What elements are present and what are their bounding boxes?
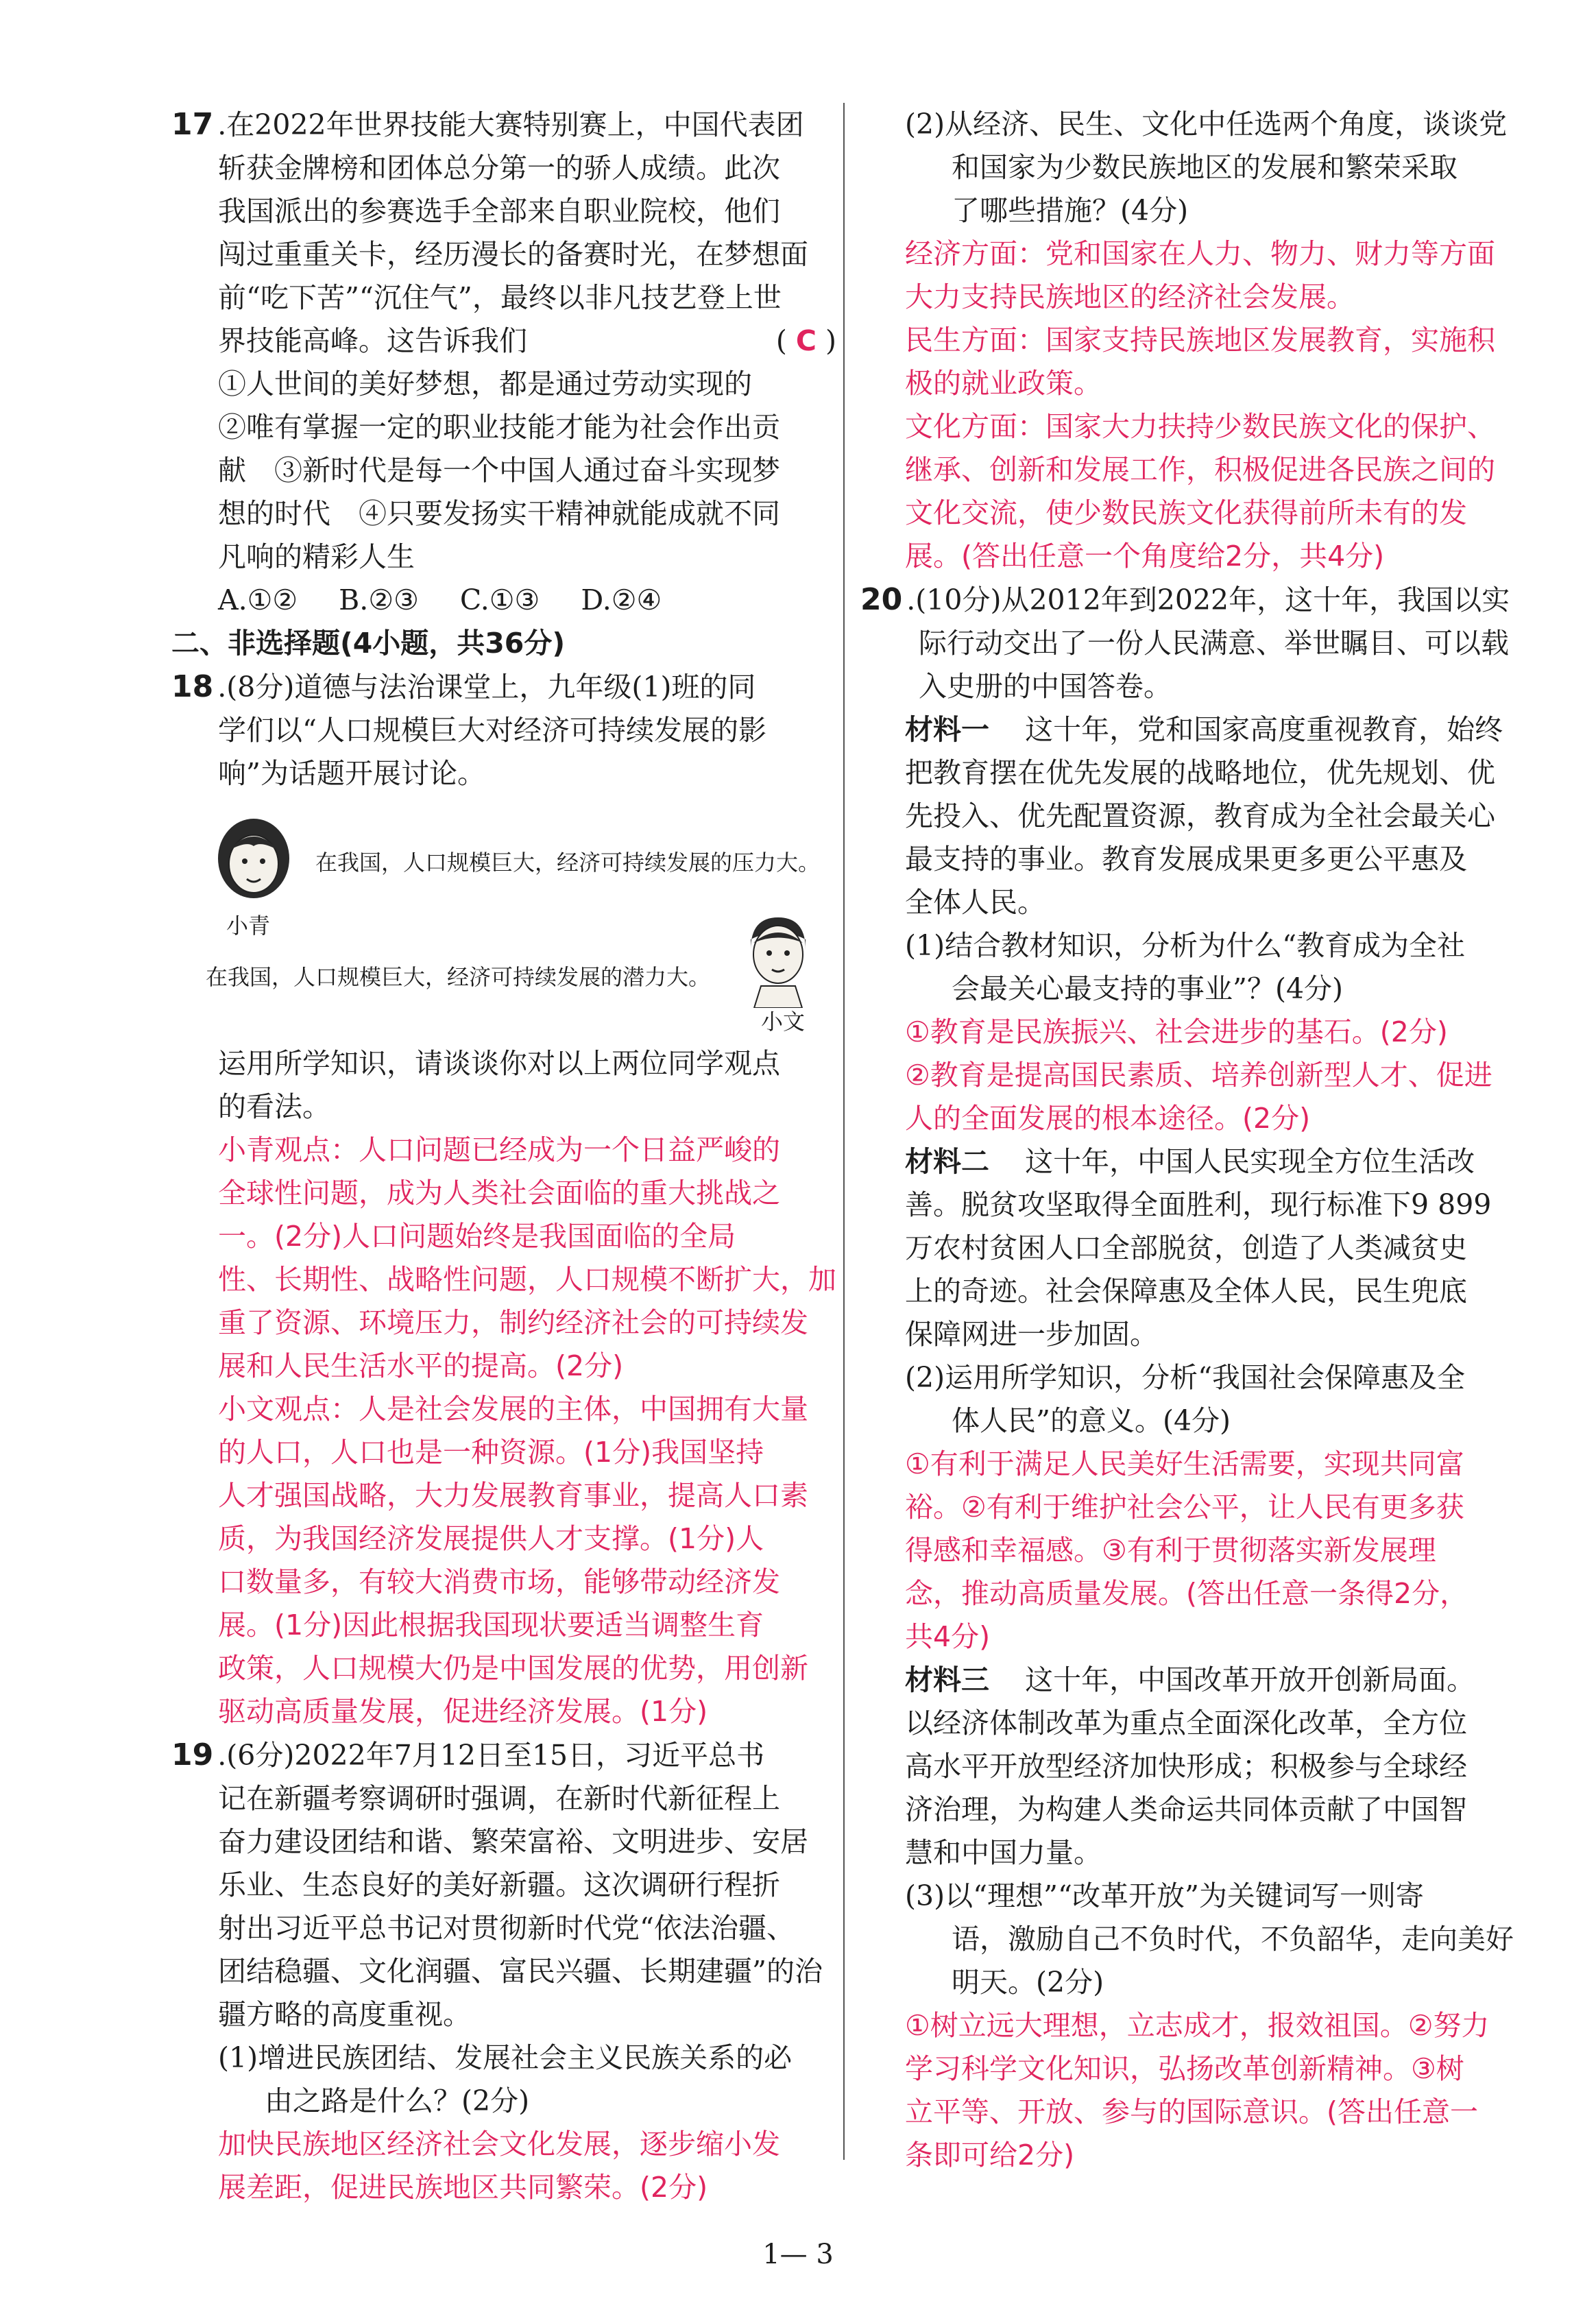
answer-line: 大力支持民族地区的经济社会发展。 (905, 280, 1355, 313)
subquestion-line: 语，激励自己不负时代，不负韶华，走向美好 (952, 1923, 1514, 1956)
answer-block (884, 2004, 1543, 2177)
question-number: 19 (171, 1737, 214, 1772)
question-text-line: 疆方略的高度重视。 (218, 1998, 471, 2031)
subquestion-line: (3)以“理想”“改革开放”为关键词写一则寄 (905, 1879, 1424, 1912)
answer-block (171, 2123, 836, 2209)
question-19-continued (884, 103, 1543, 578)
question-text-line: 学们以“人口规模巨大对经济可持续发展的影 (218, 714, 766, 747)
answer-block (884, 1011, 1543, 1140)
choice-d: D.②④ (581, 583, 662, 616)
material-line: 以经济体制改革为重点全面深化改革，全方位 (905, 1707, 1467, 1740)
answer-line: 小文观点：人是社会发展的主体，中国拥有大量 (218, 1393, 808, 1425)
question-text-line: (6分)2022年7月12日至15日，习近平总书 (226, 1739, 765, 1772)
answer-line: 裕。②有利于维护社会公平，让人民有更多获 (905, 1491, 1464, 1524)
boy-avatar-icon (740, 912, 816, 1008)
page-number: 1— 3 (762, 2239, 834, 2270)
answer-line: 共4分) (905, 1620, 991, 1653)
answer-line: 全球性问题，成为人类社会面临的重大挑战之 (218, 1177, 780, 1210)
girl-avatar-icon (213, 816, 295, 905)
section-heading: 二、非选择题(4小题，共36分) (171, 627, 566, 660)
choices-row (171, 579, 836, 622)
question-number: 20 (860, 582, 903, 617)
answer-line: 学习科学文化知识，弘扬改革创新精神。③树 (905, 2052, 1464, 2085)
answer-block (171, 1129, 836, 1733)
material-line: 济治理，为构建人类命运共同体贡献了中国智 (905, 1793, 1467, 1826)
material-line: 上的奇迹。社会保障惠及全体人民，民生兜底 (905, 1275, 1467, 1308)
answer-line: 经济方面：党和国家在人力、物力、财力等方面 (905, 237, 1495, 270)
answer-line: 驱动高质量发展，促进经济发展。(1分) (218, 1695, 708, 1728)
answer-line: 文化交流，使少数民族文化获得前所未有的发 (905, 496, 1467, 529)
question-20: 20 .(10分)从2012年到2022年，这十年，我国以实 际行动交出了一份人民满意、举世瞩目、可以载 入史册的中国答卷。 材料一 这十年，党和国家高度重视教育，始终 把教育摆在优先发展的战略地位，优先规划、优 先投入、优先配置资源，教育成为全社会最关心 最支持的事业。教育发展成果更多更公平惠及 全体人民。 (1)结合教材知识，分析为什么“教育成为全社 会最关心最支持的事业”？(4分) ①教育是民族振兴、社会进步的基石。(2分) ②教育是提高国民素质、培养创新型人才、促进 人的全面发展的根本途径。(2分) 材料二 这十年，中国人民实现全方位生活改 善。脱贫攻坚取得全面胜利，现行标准下9 899 万农村贫困人口全部脱贫，创造了人类减贫史 上的奇迹。社会保障惠及全体人民，民生兜底 保障网进一步加固。 (2)运用所学知识，分析“我国社会保障惠及全 体人民”的意义。(4分) ①有利于满足人民美好生活需要，实现共同富 裕。②有利于维护社会公平，让人民有更多获 得感和幸福感。③有利于贯彻落实新发展理 念，推动高质量发展。(答出任意一条得2分， 共4分) 材料三 这十年，中国改革开放开创新局面。 以经济体制改革为重点全面深化改革，全方位 高水平开放型经济加快形成；积极参与全球经 济治理，为构建人类命运共同体贡献了中国智 慧和中国力量。 (3)以“理想”“改革开放”为关键词写一则寄 语，激励自己不负时代，不负韶华，走向美好 明天。(2分) ①树立远大理想，立志成才，报效祖国。②努力 学习科学文化知识，弘扬改革创新精神。③树 立平等、开放、参与的国际意识。(答出任意一 条即可给2分) (884, 578, 1543, 2177)
material-line: 这十年，党和国家高度重视教育，始终 (1025, 713, 1503, 746)
material-line: 先投入、优先配置资源，教育成为全社会最关心 (905, 799, 1495, 832)
subquestion-line: (1)结合教材知识，分析为什么“教育成为全社 (905, 929, 1466, 962)
material-line: 最支持的事业。教育发展成果更多更公平惠及 (905, 843, 1467, 876)
right-column (860, 103, 1543, 2177)
material-label: 材料一 (905, 713, 989, 746)
question-text-line: 界技能高峰。这告诉我们 (218, 324, 527, 357)
answer-line: 念，推动高质量发展。(答出任意一条得2分， (905, 1577, 1468, 1610)
material-line: 慧和中国力量。 (905, 1836, 1102, 1869)
answer-line: ①树立远大理想，立志成才，报效祖国。②努力 (905, 2009, 1490, 2042)
answer-line: 人才强国战略，大力发展教育事业，提高人口素 (218, 1479, 808, 1512)
answer-line: 立平等、开放、参与的国际意识。(答出任意一 (905, 2095, 1478, 2128)
material-line: 万农村贫困人口全部脱贫，创造了人类减贫史 (905, 1231, 1467, 1264)
option-line: 凡响的精彩人生 (218, 540, 415, 573)
question-text-line: 闯过重重关卡，经历漫长的备赛时光，在梦想面 (218, 238, 808, 271)
answer-line: 展。(1分)因此根据我国现状要适当调整生育 (218, 1609, 764, 1641)
answer-line: 性、长期性、战略性问题，人口规模不断扩大，加 (218, 1263, 836, 1296)
answer-line: 的人口，人口也是一种资源。(1分)我国坚持 (218, 1436, 764, 1469)
answer-line: 文化方面：国家大力扶持少数民族文化的保护、 (905, 410, 1495, 443)
answer-line: 重了资源、环境压力，制约经济社会的可持续发 (218, 1306, 808, 1339)
question-text-line: 斩获金牌榜和团体总分第一的骄人成绩。此次 (218, 152, 780, 184)
option-line: 献 ③新时代是每一个中国人通过奋斗实现梦 (218, 454, 780, 487)
choice-b: B.②③ (339, 583, 419, 616)
answer-line: 极的就业政策。 (905, 367, 1102, 400)
answer-line: 展。(答出任意一个角度给2分，共4分) (905, 540, 1385, 573)
answer-line: ②教育是提高国民素质、培养创新型人才、促进 (905, 1059, 1492, 1092)
bracket-open: ( (775, 324, 787, 357)
answer-line: ①教育是民族振兴、社会进步的基石。(2分) (905, 1015, 1448, 1048)
subquestion-line: 明天。(2分) (952, 1966, 1104, 1999)
dialogue-illustration (171, 809, 836, 1035)
question-text-line: 记在新疆考察调研时强调，在新时代新征程上 (218, 1782, 780, 1815)
answer-line: 得感和幸福感。③有利于贯彻落实新发展理 (905, 1534, 1436, 1567)
answer-line: 口数量多，有较大消费市场，能够带动经济发 (218, 1565, 780, 1598)
question-text-line: 的看法。 (218, 1090, 330, 1123)
answer-letter: C (795, 324, 817, 357)
subquestion-line: 和国家为少数民族地区的发展和繁荣采取 (952, 151, 1458, 184)
option-line: ②唯有掌握一定的职业技能才能为社会作出贡 (218, 411, 780, 444)
subquestion-line: (1)增进民族团结、发展社会主义民族关系的必 (218, 2041, 793, 2074)
answer-line: 加快民族地区经济社会文化发展，逐步缩小发 (218, 2128, 780, 2161)
material-line: 善。脱贫攻坚取得全面胜利，现行标准下9 899 (905, 1188, 1492, 1221)
material-line: 把教育摆在优先发展的战略地位，优先规划、优 (905, 756, 1495, 789)
xiaoqing-speech: 在我国，人口规模巨大，经济可持续发展的压力大。 (315, 850, 821, 876)
answer-bracket (776, 320, 836, 363)
choice-a: A.①② (218, 583, 298, 616)
answer-line: 展和人民生活水平的提高。(2分) (218, 1349, 624, 1382)
xiaowen-speech: 在我国，人口规模巨大，经济可持续发展的潜力大。 (206, 964, 711, 990)
question-text-line: 在2022年世界技能大赛特别赛上，中国代表团 (226, 108, 804, 141)
material-line: 这十年，中国人民实现全方位生活改 (1025, 1145, 1475, 1178)
material-label: 材料三 (905, 1663, 989, 1696)
answer-block (884, 1443, 1543, 1659)
question-text-line: 乐业、生态良好的美好新疆。这次调研行程折 (218, 1868, 780, 1901)
subquestion-line: 了哪些措施？(4分) (952, 194, 1189, 227)
option-line: ①人世间的美好梦想，都是通过劳动实现的 (218, 368, 752, 400)
answer-line: 条即可给2分) (905, 2139, 1075, 2171)
question-number: 18 (171, 669, 214, 704)
xiaowen-name: 小文 (761, 1009, 806, 1035)
answer-line: 人的全面发展的根本途径。(2分) (905, 1102, 1311, 1135)
question-text-line: 入史册的中国答卷。 (919, 670, 1172, 703)
option-line: 想的时代 ④只要发扬实干精神就能成就不同 (218, 497, 780, 530)
material-line: 这十年，中国改革开放开创新局面。 (1025, 1663, 1475, 1696)
subquestion-line: 由之路是什么？(2分) (265, 2084, 530, 2117)
question-18: 18 .(8分)道德与法治课堂上，九年级(1)班的同 学们以“人口规模巨大对经济可持续发展的影 响”为话题开展讨论。 在我国，人口规模巨大，经济可持续发展的压力大。 小青 在我国，人口规模巨大，经济可持续发展的潜力大。 小文 运用所学知识，请谈谈你对以上两位同学观点 的看法。 小青观点：人口问题已经成为一个日益严峻的 全球性问题，成为人类社会面临的重大挑战之 一。(2分)人口问题始终是我国面临的全局 性、长期性、战略性问题，人口规模不断扩大，加 重了资源、环境压力，制约经济社会的可持续发 展和人民生活水平的提高。(2分) 小文观点：人是社会发展的主体，中国拥有大量 的人口，人口也是一种资源。(1分)我国坚持 人才强国战略，大力发展教育事业，提高人口素 质，为我国经济发展提供人才支撑。(1分)人 口数量多，有较大消费市场，能够带动经济发 展。(1分)因此根据我国现状要适当调整生育 政策，人口规模大仍是中国发展的优势，用创新 驱动高质量发展，促进经济发展。(1分) (171, 665, 836, 1733)
material-label: 材料二 (905, 1145, 989, 1178)
answer-line: 展差距，促进民族地区共同繁荣。(2分) (218, 2171, 708, 2204)
choice-c: C.①③ (459, 583, 540, 616)
material-line: 高水平开放型经济加快形成；积极参与全球经 (905, 1750, 1467, 1783)
subquestion-line: 体人民”的意义。(4分) (952, 1404, 1231, 1437)
xiaoqing-name: 小青 (226, 913, 271, 939)
material-line: 保障网进一步加固。 (905, 1318, 1158, 1351)
answer-line: 政策，人口规模大仍是中国发展的优势，用创新 (218, 1652, 808, 1685)
answer-line: ①有利于满足人民美好生活需要，实现共同富 (905, 1447, 1464, 1480)
answer-block (884, 232, 1543, 578)
question-19: 19 .(6分)2022年7月12日至15日，习近平总书 记在新疆考察调研时强调，在新时代新征程上 奋力建设团结和谐、繁荣富裕、文明进步、安居 乐业、生态良好的美好新疆。这次调研行程折 射出习近平总书记对贯彻新时代党“依法治疆、 团结稳疆、文化润疆、富民兴疆、长期建疆”的治 疆方略的高度重视。 (1)增进民族团结、发展社会主义民族关系的必 由之路是什么？(2分) 加快民族地区经济社会文化发展，逐步缩小发 展差距，促进民族地区共同繁荣。(2分) (171, 1733, 836, 2209)
answer-line: 继承、创新和发展工作，积极促进各民族之间的 (905, 453, 1495, 486)
subquestion-line: (2)从经济、民生、文化中任选两个角度，谈谈党 (905, 108, 1508, 141)
bracket-close: ) (825, 324, 836, 357)
question-number: 17 (171, 107, 214, 142)
question-text-line: 前“吃下苦”“沉住气”，最终以非凡技艺登上世 (218, 281, 782, 314)
question-text-line: 际行动交出了一份人民满意、举世瞩目、可以载 (919, 627, 1509, 660)
question-text-line: (8分)道德与法治课堂上，九年级(1)班的同 (226, 671, 756, 703)
answer-line: 小青观点：人口问题已经成为一个日益严峻的 (218, 1133, 780, 1166)
question-text-line: 运用所学知识，请谈谈你对以上两位同学观点 (218, 1047, 780, 1080)
answer-line: 一。(2分)人口问题始终是我国面临的全局 (218, 1220, 736, 1253)
answer-line: 质，为我国经济发展提供人才支撑。(1分)人 (218, 1522, 764, 1555)
question-text-line: 射出习近平总书记对贯彻新时代党“依法治疆、 (218, 1912, 795, 1945)
question-text-line: (10分)从2012年到2022年，这十年，我国以实 (915, 583, 1510, 616)
question-text-line: 奋力建设团结和谐、繁荣富裕、文明进步、安居 (218, 1825, 808, 1858)
question-text-line: 响”为话题开展讨论。 (218, 757, 485, 790)
question-17: 17 .在2022年世界技能大赛特别赛上，中国代表团 斩获金牌榜和团体总分第一的骄人成绩。此次 我国派出的参赛选手全部来自职业院校，他们 闯过重重关卡，经历漫长的备赛时光，在梦想面 前“吃下苦”“沉住气”，最终以非凡技艺登上世 界技能高峰。这告诉我们 ( C ) ①人世间的美好梦想，都是通过劳动实现的 ②唯有掌握一定的职业技能才能为社会作出贡 献 ③新时代是每一个中国人通过奋斗实现梦 想的时代 ④只要发扬实干精神就能成就不同 凡响的精彩人生 A.①② B.②③ C.①③ D.②④ (171, 103, 836, 622)
column-divider (843, 103, 845, 2160)
material-line: 全体人民。 (905, 886, 1045, 919)
left-column (171, 103, 836, 2209)
subquestion-line: 会最关心最支持的事业”？(4分) (952, 972, 1344, 1005)
question-text-line: 我国派出的参赛选手全部来自职业院校，他们 (218, 195, 780, 228)
question-text-line: 团结稳疆、文化润疆、富民兴疆、长期建疆”的治 (218, 1955, 823, 1988)
subquestion-line: (2)运用所学知识，分析“我国社会保障惠及全 (905, 1361, 1466, 1394)
answer-line: 民生方面：国家支持民族地区发展教育，实施积 (905, 324, 1495, 357)
